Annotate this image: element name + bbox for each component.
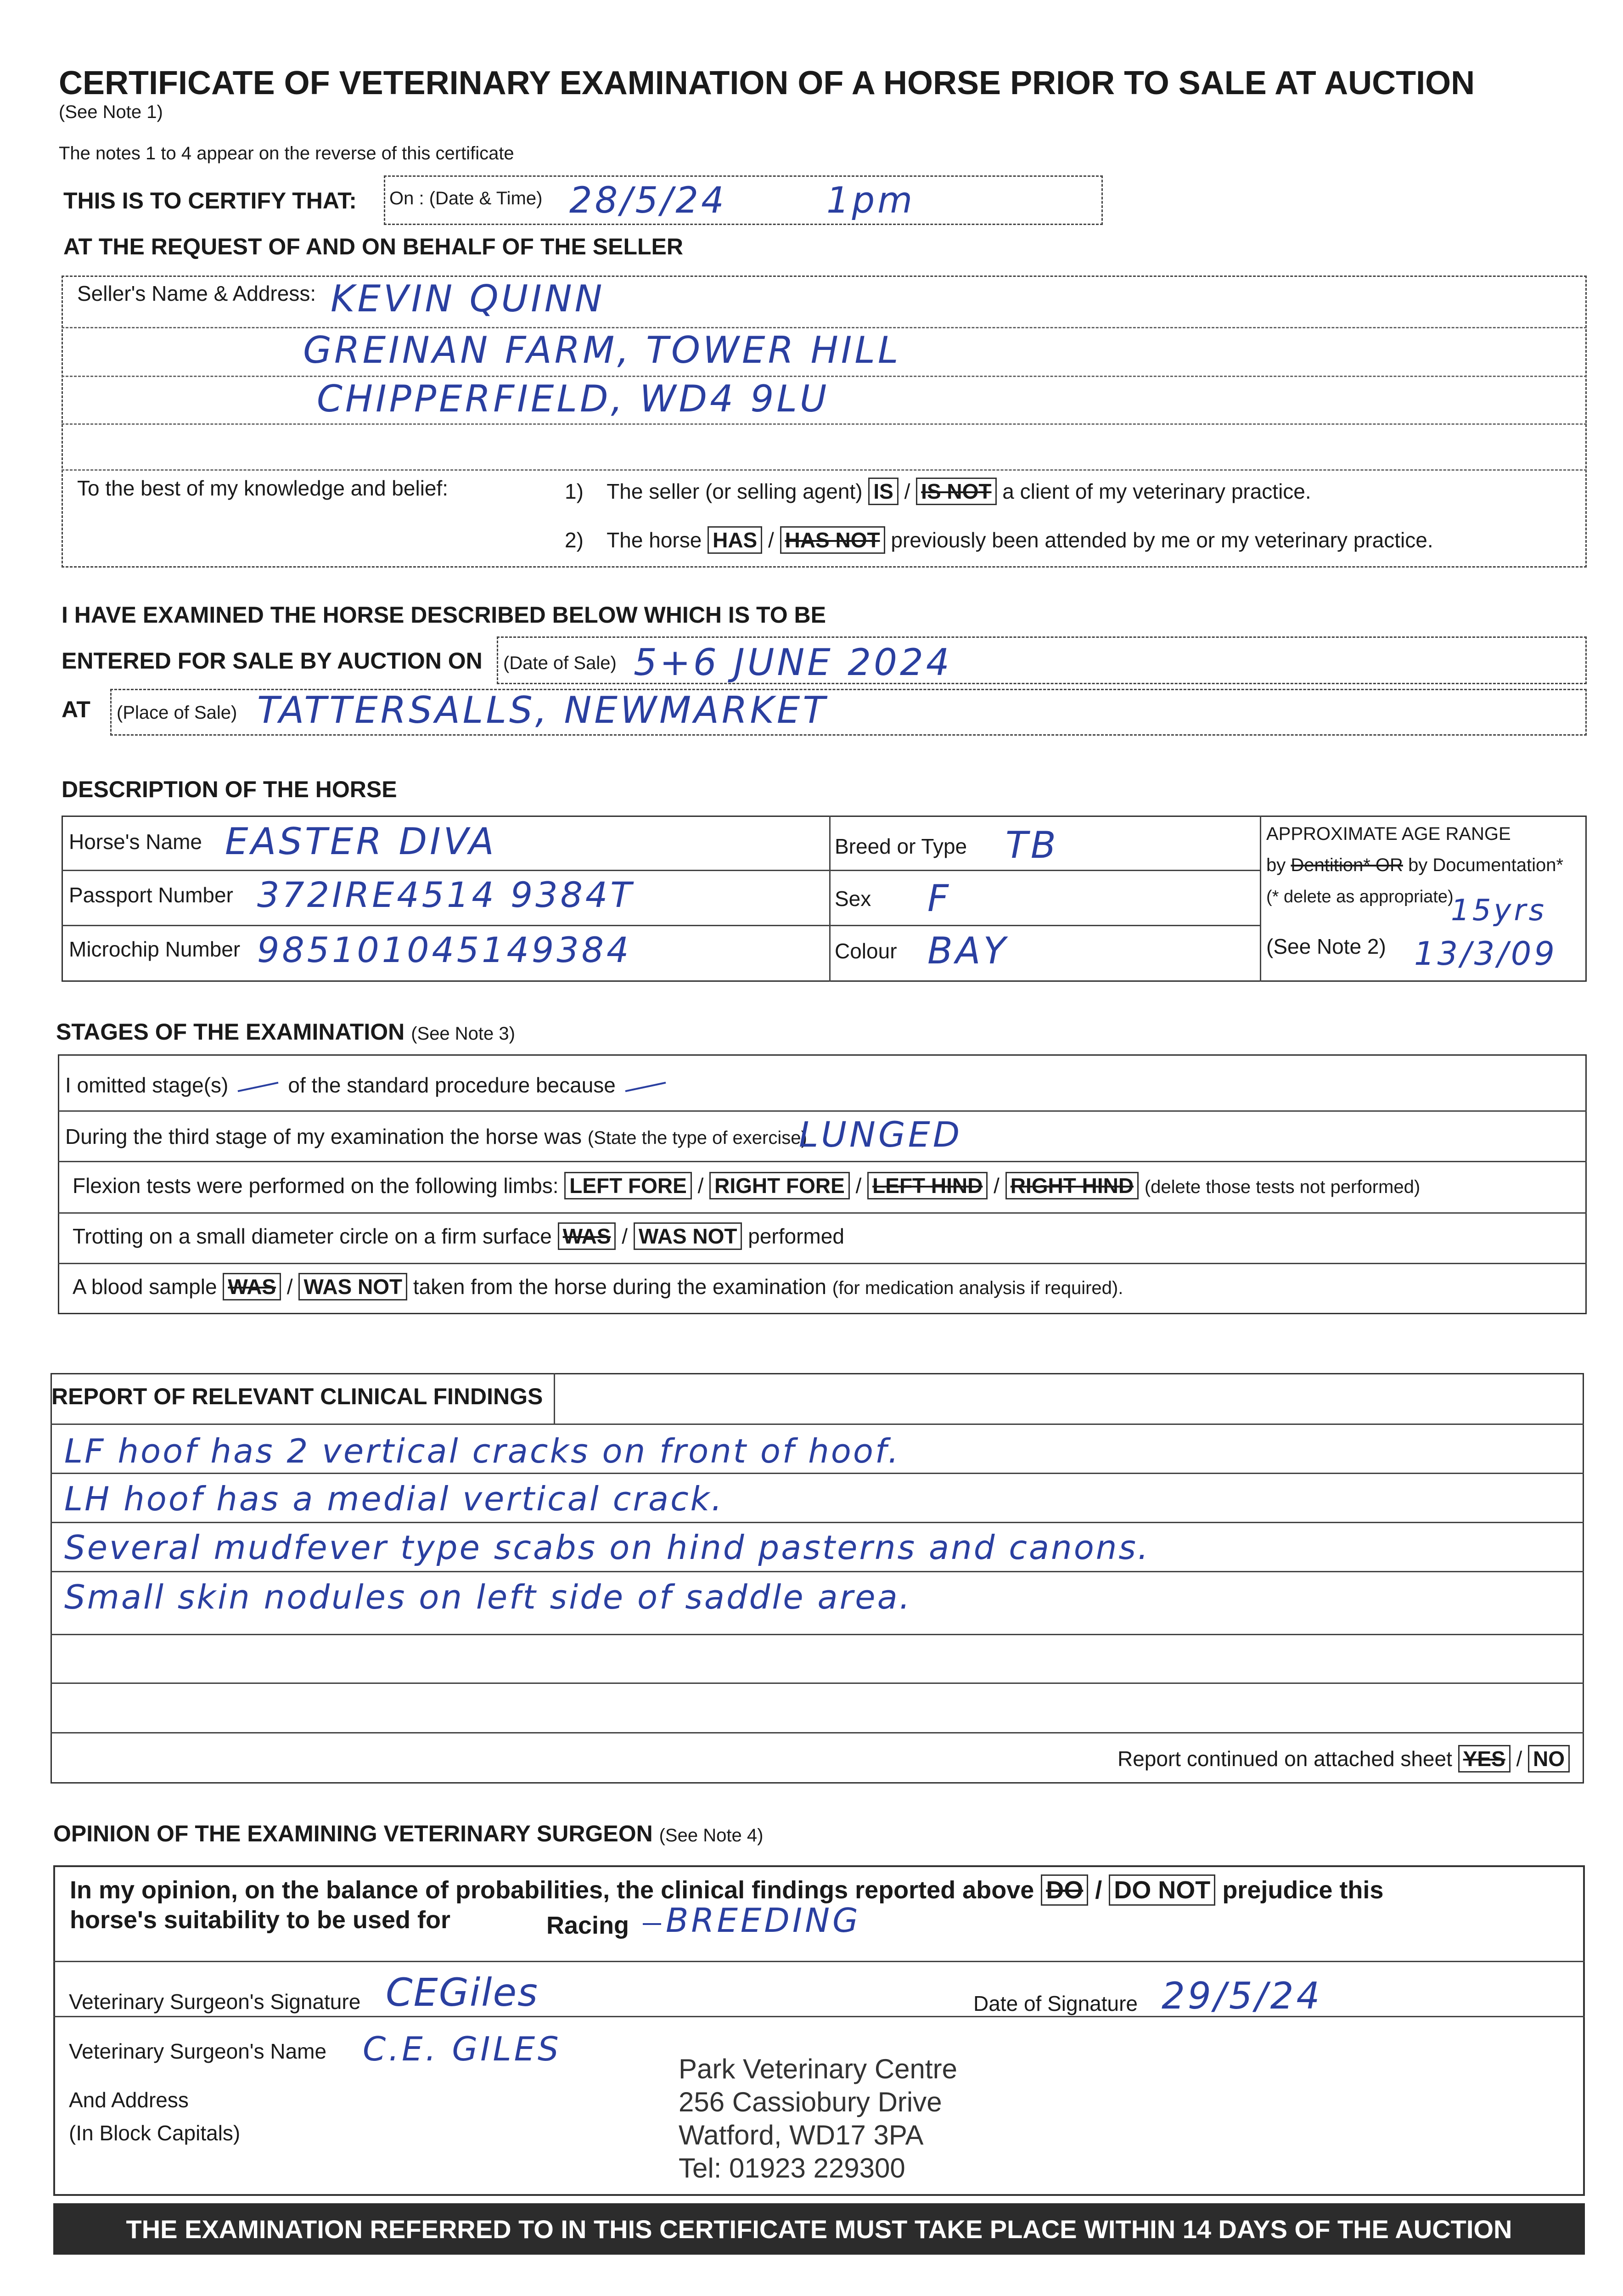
age-delete-note: (* delete as appropriate) (1266, 887, 1454, 906)
trot-was-not: WAS NOT (634, 1222, 742, 1250)
see-note-1: (See Note 1) (59, 102, 163, 122)
block-capitals-note: (In Block Capitals) (69, 2121, 241, 2145)
signature: CEGiles (386, 1970, 539, 2015)
place-of-sale: TATTERSALLS, NEWMARKET (257, 689, 828, 732)
date-of-signature-label: Date of Signature (973, 1992, 1138, 2015)
is-option: IS (868, 478, 898, 505)
address-label: And Address (69, 2088, 189, 2112)
surgeon-name-label: Veterinary Surgeon's Name (69, 2039, 327, 2063)
practice-name: Park Veterinary Centre (679, 2054, 957, 2084)
omitted-stages-row: I omitted stage(s) of the standard procedure because (65, 1073, 675, 1097)
opinion-do: DO (1041, 1874, 1088, 1906)
page-title: CERTIFICATE OF VETERINARY EXAMINATION OF A HORSE PRIOR TO SALE AT AUCTION (59, 65, 1475, 101)
age-value: 15yrs (1451, 894, 1547, 928)
surgeon-name: C.E. GILES (363, 2030, 562, 2068)
practice-street: 256 Cassiobury Drive (679, 2087, 942, 2117)
knowledge-item-1: 1) The seller (or selling agent) IS / IS NOT a client of my veterinary practice. (565, 478, 1311, 505)
footer-text: THE EXAMINATION REFERRED TO IN THIS CERTIFICATE MUST TAKE PLACE WITHIN 14 DAYS OF THE AUCTION (126, 2215, 1512, 2244)
exercise-type: LUNGED (799, 1114, 963, 1155)
passport-number: 372IRE4514 9384T (257, 874, 635, 915)
use-written: BREEDING (666, 1901, 861, 1940)
date-of-signature: 29/5/24 (1162, 1975, 1323, 2017)
breed: TB (1005, 824, 1059, 867)
seller-name: KEVIN QUINN (331, 277, 605, 320)
age-dob: 13/3/09 (1414, 935, 1557, 973)
microchip-label: Microchip Number (69, 937, 241, 961)
place-of-sale-label: (Place of Sale) (117, 703, 237, 723)
seller-address-line2: CHIPPERFIELD, WD4 9LU (317, 377, 830, 420)
trot-row: Trotting on a small diameter circle on a firm surface WAS / WAS NOT performed (73, 1222, 844, 1250)
is-not-option: IS NOT (916, 478, 996, 505)
signature-label: Veterinary Surgeon's Signature (69, 1990, 361, 2014)
certify-date: 28/5/24 (569, 180, 727, 221)
continued-yes: YES (1458, 1745, 1511, 1773)
entered-label: ENTERED FOR SALE BY AUCTION ON (62, 648, 483, 674)
flexion-row: Flexion tests were performed on the following limbs: LEFT FORE / RIGHT FORE / LEFT HIND / RIGHT HIND (delete those tests not performed) (73, 1172, 1420, 1199)
flex-left-fore: LEFT FORE (564, 1172, 692, 1199)
has-not-option: HAS NOT (780, 526, 885, 554)
date-of-sale: 5+6 JUNE 2024 (634, 641, 952, 684)
at-label: AT (62, 697, 90, 722)
opinion-line-2: horse's suitability to be used for (70, 1906, 450, 1934)
examined-label: I HAVE EXAMINED THE HORSE DESCRIBED BELOW WHICH IS TO BE (62, 602, 826, 628)
opinion-do-not: DO NOT (1109, 1874, 1215, 1906)
seller-box (62, 276, 1587, 568)
horse-name: EASTER DIVA (225, 820, 497, 863)
opinion-heading: OPINION OF THE EXAMINING VETERINARY SURGEON (See Note 4) (53, 1821, 764, 1846)
knowledge-item-2: 2) The horse HAS / HAS NOT previously been attended by me or my veterinary practice. (565, 526, 1433, 554)
stages-heading: STAGES OF THE EXAMINATION (See Note 3) (56, 1019, 515, 1045)
microchip-number: 985101045149384 (257, 929, 632, 970)
horse-name-label: Horse's Name (69, 830, 202, 854)
finding-3: Several mudfever type scabs on hind pasterns and canons. (64, 1528, 1150, 1567)
blood-was-not: WAS NOT (298, 1273, 407, 1300)
report-continued-row: Report continued on attached sheet YES / NO (1118, 1745, 1570, 1773)
knowledge-label: To the best of my knowledge and belief: (77, 476, 449, 500)
sex: F (927, 877, 952, 920)
flex-right-fore: RIGHT FORE (709, 1172, 850, 1199)
passport-label: Passport Number (69, 883, 233, 907)
finding-4: Small skin nodules on left side of saddle area. (64, 1578, 912, 1616)
request-label: AT THE REQUEST OF AND ON BEHALF OF THE SELLER (63, 234, 683, 259)
certify-time: 1pm (826, 180, 915, 221)
finding-1: LF hoof has 2 vertical cracks on front of hoof. (64, 1432, 900, 1470)
finding-2: LH hoof has a medial vertical crack. (64, 1480, 724, 1518)
continued-no: NO (1528, 1745, 1570, 1773)
notes-line: The notes 1 to 4 appear on the reverse of this certificate (59, 143, 514, 163)
flex-left-hind: LEFT HIND (867, 1172, 988, 1199)
blood-was: WAS (223, 1273, 281, 1300)
breed-label: Breed or Type (835, 834, 967, 858)
has-option: HAS (708, 526, 762, 554)
age-heading: APPROXIMATE AGE RANGE (1266, 824, 1511, 844)
third-stage-row: During the third stage of my examination the horse was (State the type of exercise) (65, 1125, 807, 1148)
sex-label: Sex (835, 887, 871, 911)
opinion-text: In my opinion, on the balance of probabilities, the clinical findings reported above DO / DO NOT prejudice this (70, 1874, 1383, 1906)
description-heading: DESCRIPTION OF THE HORSE (62, 777, 397, 802)
colour: BAY (927, 929, 1009, 972)
age-by-line: by Dentition* OR by Documentation* (1266, 855, 1564, 875)
age-see-note: (See Note 2) (1266, 934, 1386, 958)
certify-label: THIS IS TO CERTIFY THAT: (63, 188, 357, 214)
practice-town: Watford, WD17 3PA (679, 2120, 924, 2150)
date-of-sale-label: (Date of Sale) (503, 653, 617, 673)
seller-address-line1: GREINAN FARM, TOWER HILL (303, 329, 901, 371)
trot-was: WAS (558, 1222, 616, 1250)
practice-stamp (679, 2053, 957, 2185)
practice-tel: Tel: 01923 229300 (679, 2153, 905, 2183)
blood-row: A blood sample WAS / WAS NOT taken from the horse during the examination (for medication analysis if required). (73, 1273, 1123, 1300)
colour-label: Colour (835, 939, 897, 963)
use-printed: Racing (546, 1912, 629, 1939)
on-date-label: On : (Date & Time) (389, 188, 543, 208)
seller-label: Seller's Name & Address: (77, 281, 316, 305)
flex-right-hind: RIGHT HIND (1005, 1172, 1139, 1199)
report-heading: REPORT OF RELEVANT CLINICAL FINDINGS (51, 1384, 543, 1409)
